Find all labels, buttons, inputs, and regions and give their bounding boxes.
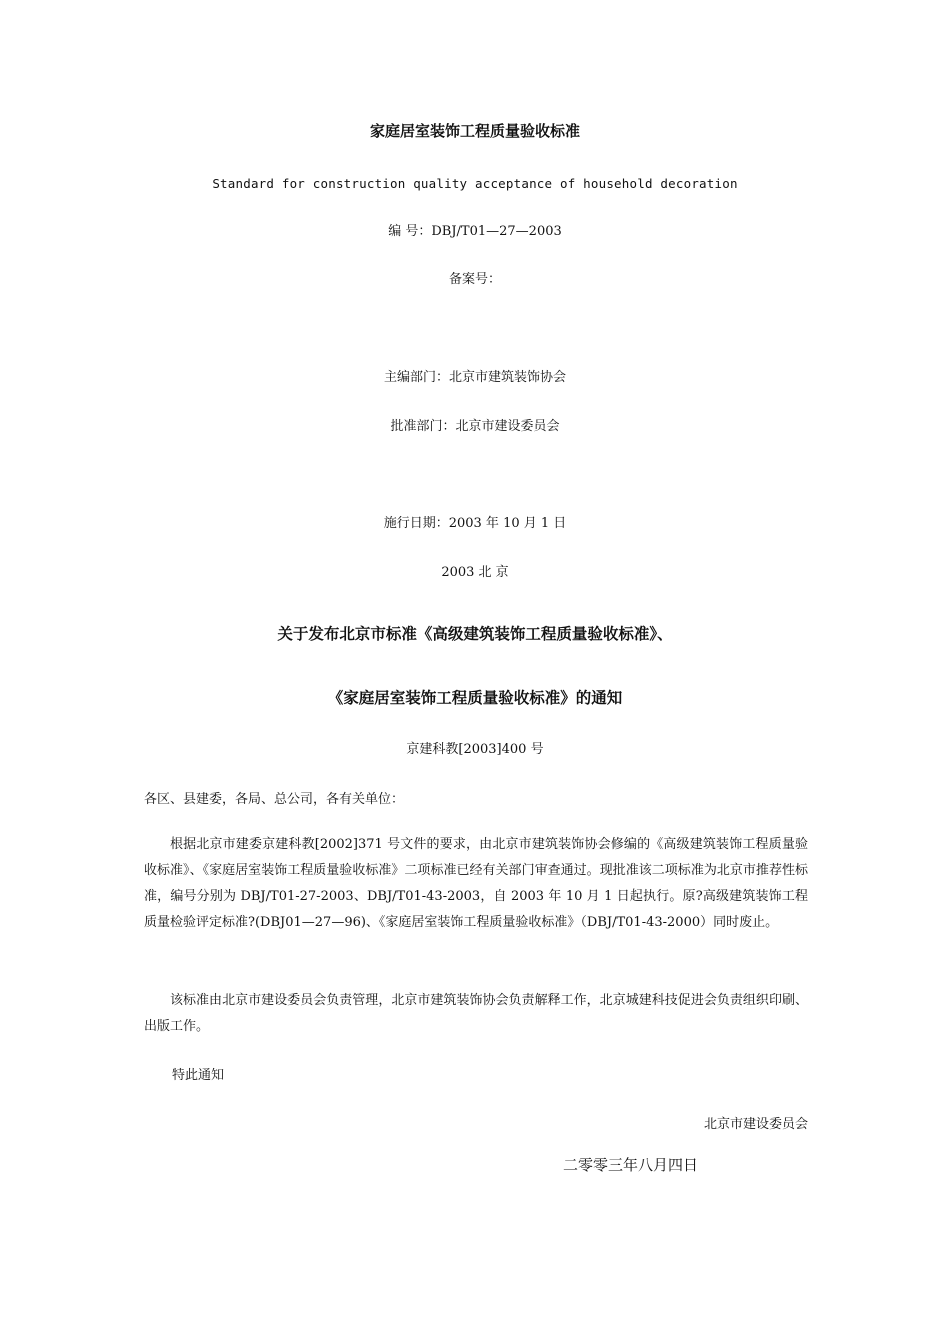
notice-signer: 北京市建设委员会 bbox=[703, 1117, 808, 1132]
document-code: 编 号：DBJ/T01—27—2003 bbox=[388, 224, 562, 239]
effective-date: 施行日期：2003 年 10 月 1 日 bbox=[383, 516, 567, 531]
approving-department: 批准部门：北京市建设委员会 bbox=[390, 419, 560, 434]
notice-paragraph-2: 该标准由北京市建设委员会负责管理，北京市建筑装饰协会负责解释工作，北京城建科技促进会负责组织印刷、出版工作。 bbox=[144, 993, 808, 1034]
notice-title-line-2: 《家庭居室装饰工程质量验收标准》的通知 bbox=[327, 689, 623, 707]
document-title: 家庭居室装饰工程质量验收标准 bbox=[369, 122, 580, 140]
notice-paragraph-1: 根据北京市建委京建科教[2002]371 号文件的要求，由北京市建筑装饰协会修编的《高级建筑装饰工程质量验收标准》、《家庭居室装饰工程质量验收标准》二项标准已经有关部门审查通过。现批准该二项标准为北京市推荐性标准，编号分别为 DBJ/T01-27-2003、DBJ/T01-43-2003，自 2003 年 10 月 1 日起执行。原?高级建筑装饰工程质量检验评定标准?(DBJ01—27—96)、《家庭居室装饰工程质量验收标准》（DBJ/T01-43-2000）同时废止。 bbox=[144, 837, 808, 930]
notice-salutation: 各区、县建委，各局、总公司，各有关单位： bbox=[144, 792, 405, 807]
document-english-title: Standard for construction quality acceptance of household decoration bbox=[212, 176, 738, 191]
place-year: 2003 北 京 bbox=[441, 565, 509, 580]
notice-date: 二零零三年八月四日 bbox=[563, 1156, 699, 1174]
notice-document-number: 京建科教[2003]400 号 bbox=[406, 742, 544, 757]
notice-closing: 特此通知 bbox=[172, 1068, 225, 1083]
notice-title-line-1: 关于发布北京市标准《高级建筑装饰工程质量验收标准》、 bbox=[277, 625, 673, 643]
chief-editor-department: 主编部门：北京市建筑装饰协会 bbox=[383, 370, 566, 385]
record-number: 备案号： bbox=[448, 272, 501, 287]
